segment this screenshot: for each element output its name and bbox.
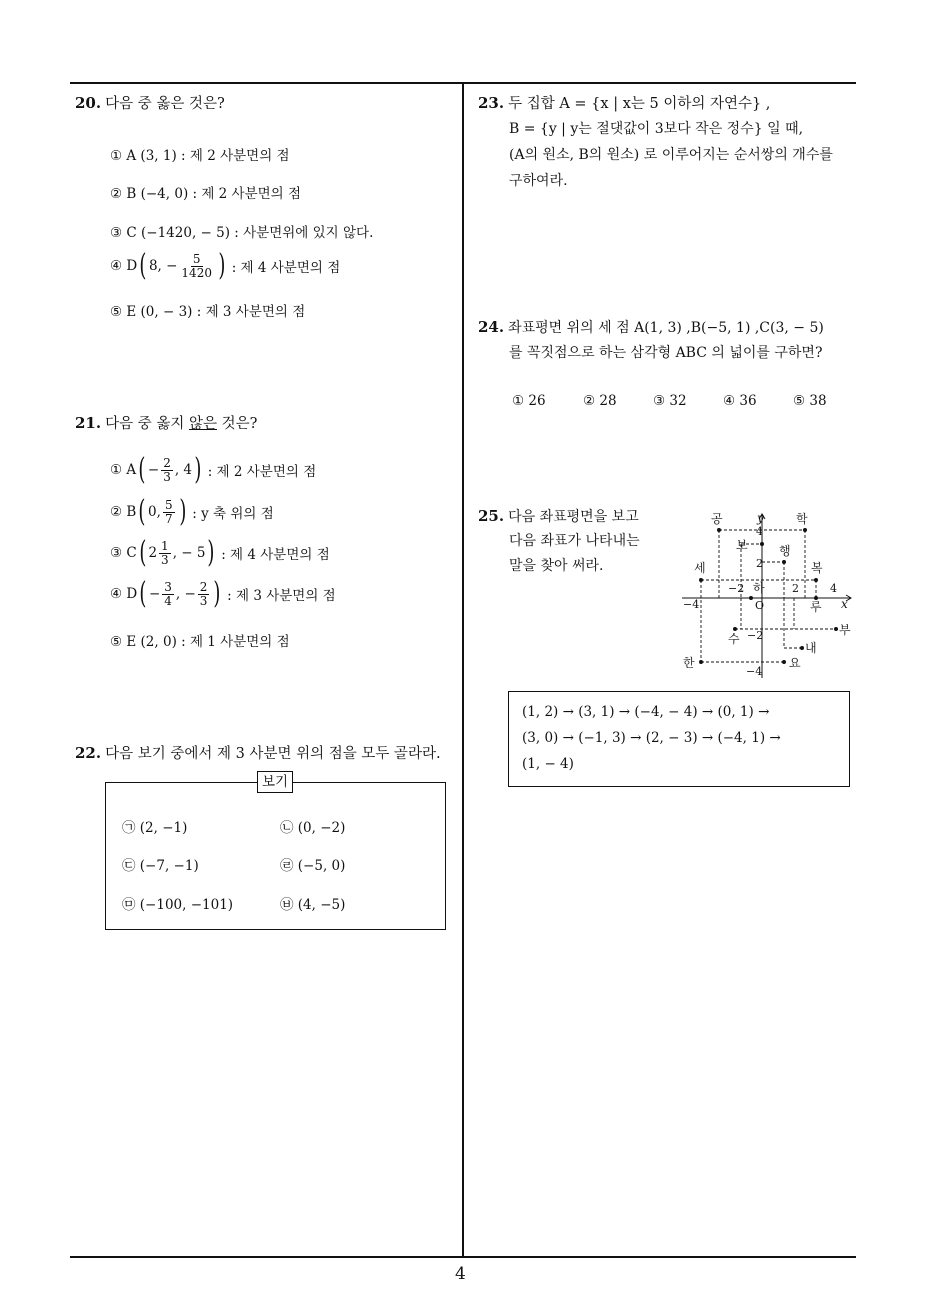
q20-option-2[interactable]: ② B (−4, 0) : 제 2 사분면의 점 — [110, 186, 302, 202]
question-21: 21. 다음 중 옳지 않은 것은? — [75, 414, 258, 432]
bogi-item-2[interactable]: ㉡ (0, −2) — [280, 820, 346, 836]
graph-label-ru: 루 — [810, 600, 822, 614]
question-20-number: 20. — [75, 94, 102, 112]
sequence-line-2: (3, 0) → (−1, 3) → (2, − 3) → (−4, 1) → — [522, 730, 781, 746]
question-25-line2: 다음 좌표가 나타내는 — [509, 533, 640, 549]
q21-option-4[interactable]: ④ D ( − $\frac{3}{4}$ , − $\frac{2}{3}$ ) : 제 3 사분면의 점 — [110, 576, 336, 611]
question-25-line3: 말을 찾아 써라. — [509, 558, 604, 574]
sequence-line-3: (1, − 4) — [522, 756, 574, 772]
q21-option-2[interactable]: ② B ( 0, $\frac{5}{7}$ ) : y 축 위의 점 — [110, 494, 274, 529]
q21-option-3[interactable]: ③ C ( 2 $\frac{1}{3}$ , − 5 ) : 제 4 사분면의 점 — [110, 535, 330, 570]
graph-label-tm2: −2 — [747, 629, 764, 642]
bogi-item-1[interactable]: ㉠ (2, −1) — [122, 820, 188, 836]
question-23-line3: (A의 원소, B의 원소) 로 이루어지는 순서쌍의 개수를 — [509, 147, 833, 163]
q21-option-1[interactable]: ① A ( − $\frac{2}{3}$ , 4 ) : 제 2 사분면의 점 — [110, 452, 317, 487]
graph-label-o: O — [755, 599, 765, 612]
q20-option-1[interactable]: ① A (3, 1) : 제 2 사분면의 점 — [110, 148, 290, 164]
q20-option-4-fraction: $\frac{5}{1420}$ — [181, 251, 212, 280]
graph-label-t2: 2 — [756, 557, 763, 570]
question-24-line2: 를 꼭짓점으로 하는 삼각형 ABC 의 넓이를 구하면? — [509, 345, 823, 361]
q21-option-5[interactable]: ⑤ E (2, 0) : 제 1 사분면의 점 — [110, 634, 290, 650]
graph-label-t4: 4 — [756, 525, 763, 538]
graph-label-txm2: −2 — [728, 582, 745, 595]
bogi-item-5[interactable]: ㉤ (−100, −101) — [122, 897, 234, 913]
column-divider — [462, 82, 464, 1257]
question-25: 25. 다음 좌표평면을 보고 — [478, 507, 639, 525]
question-23: 23. 두 집합 A = {x | x는 5 이하의 자연수} , — [478, 94, 771, 112]
q24-choice-4[interactable]: ④ 36 — [723, 393, 757, 409]
graph-label-y: y — [757, 511, 764, 525]
question-20-text: 다음 중 옳은 것은? — [105, 96, 225, 112]
coordinate-plane — [670, 505, 860, 690]
question-22: 22. 다음 보기 중에서 제 3 사분면 위의 점을 모두 골라라. — [75, 744, 441, 762]
bogi-item-4[interactable]: ㉣ (−5, 0) — [280, 858, 346, 874]
graph-label-x: x — [841, 597, 848, 611]
page-number: 4 — [455, 1264, 466, 1284]
graph-label-se: 세 — [694, 561, 706, 575]
graph-label-nae: 내 — [805, 641, 817, 655]
q24-choice-2[interactable]: ② 28 — [583, 393, 617, 409]
graph-label-han: 한 — [683, 656, 695, 670]
question-23-line4: 구하여라. — [509, 173, 568, 189]
sequence-line-1: (1, 2) → (3, 1) → (−4, − 4) → (0, 1) → — [522, 704, 770, 720]
graph-label-hak: 학 — [796, 512, 808, 526]
graph-label-gong: 공 — [711, 512, 723, 526]
graph-label-txm4: −4 — [683, 598, 700, 611]
question-23-line2: B = {y | y는 절댓값이 3보다 작은 정수} 일 때, — [509, 121, 804, 137]
graph-label-tx4: 4 — [830, 582, 837, 595]
graph-label-tx2: 2 — [792, 582, 799, 595]
q20-option-4[interactable]: ④ D ( 8, − $\frac{5}{1420}$ ) : 제 4 사분면의 점 — [110, 248, 341, 283]
q20-option-3[interactable]: ③ C (−1420, − 5) : 사분면위에 있지 않다. — [110, 225, 374, 241]
bottom-rule — [70, 1256, 856, 1258]
graph-label-tm4: −4 — [746, 665, 763, 678]
graph-label-su: 수 — [728, 632, 740, 646]
graph-label-haeng: 행 — [779, 544, 791, 558]
bogi-item-3[interactable]: ㉢ (−7, −1) — [122, 858, 199, 874]
question-20 — [75, 92, 225, 115]
q24-choice-3[interactable]: ③ 32 — [653, 393, 687, 409]
q24-choice-5[interactable]: ⑤ 38 — [793, 393, 827, 409]
q24-choice-1[interactable]: ① 26 — [512, 393, 546, 409]
question-24: 24. 좌표평면 위의 세 점 A(1, 3) ,B(−5, 1) ,C(3, − 5) — [478, 318, 824, 336]
bogi-label: 보기 — [257, 771, 293, 793]
graph-label-bo: 보 — [736, 538, 748, 552]
graph-label-yo: 요 — [789, 656, 801, 670]
graph-label-ha: 하 — [753, 581, 765, 595]
graph-label-bok: 복 — [811, 561, 823, 575]
graph-label-bu: 부 — [839, 623, 851, 637]
bogi-item-6[interactable]: ㉥ (4, −5) — [280, 897, 346, 913]
q20-option-5[interactable]: ⑤ E (0, − 3) : 제 3 사분면의 점 — [110, 304, 306, 320]
